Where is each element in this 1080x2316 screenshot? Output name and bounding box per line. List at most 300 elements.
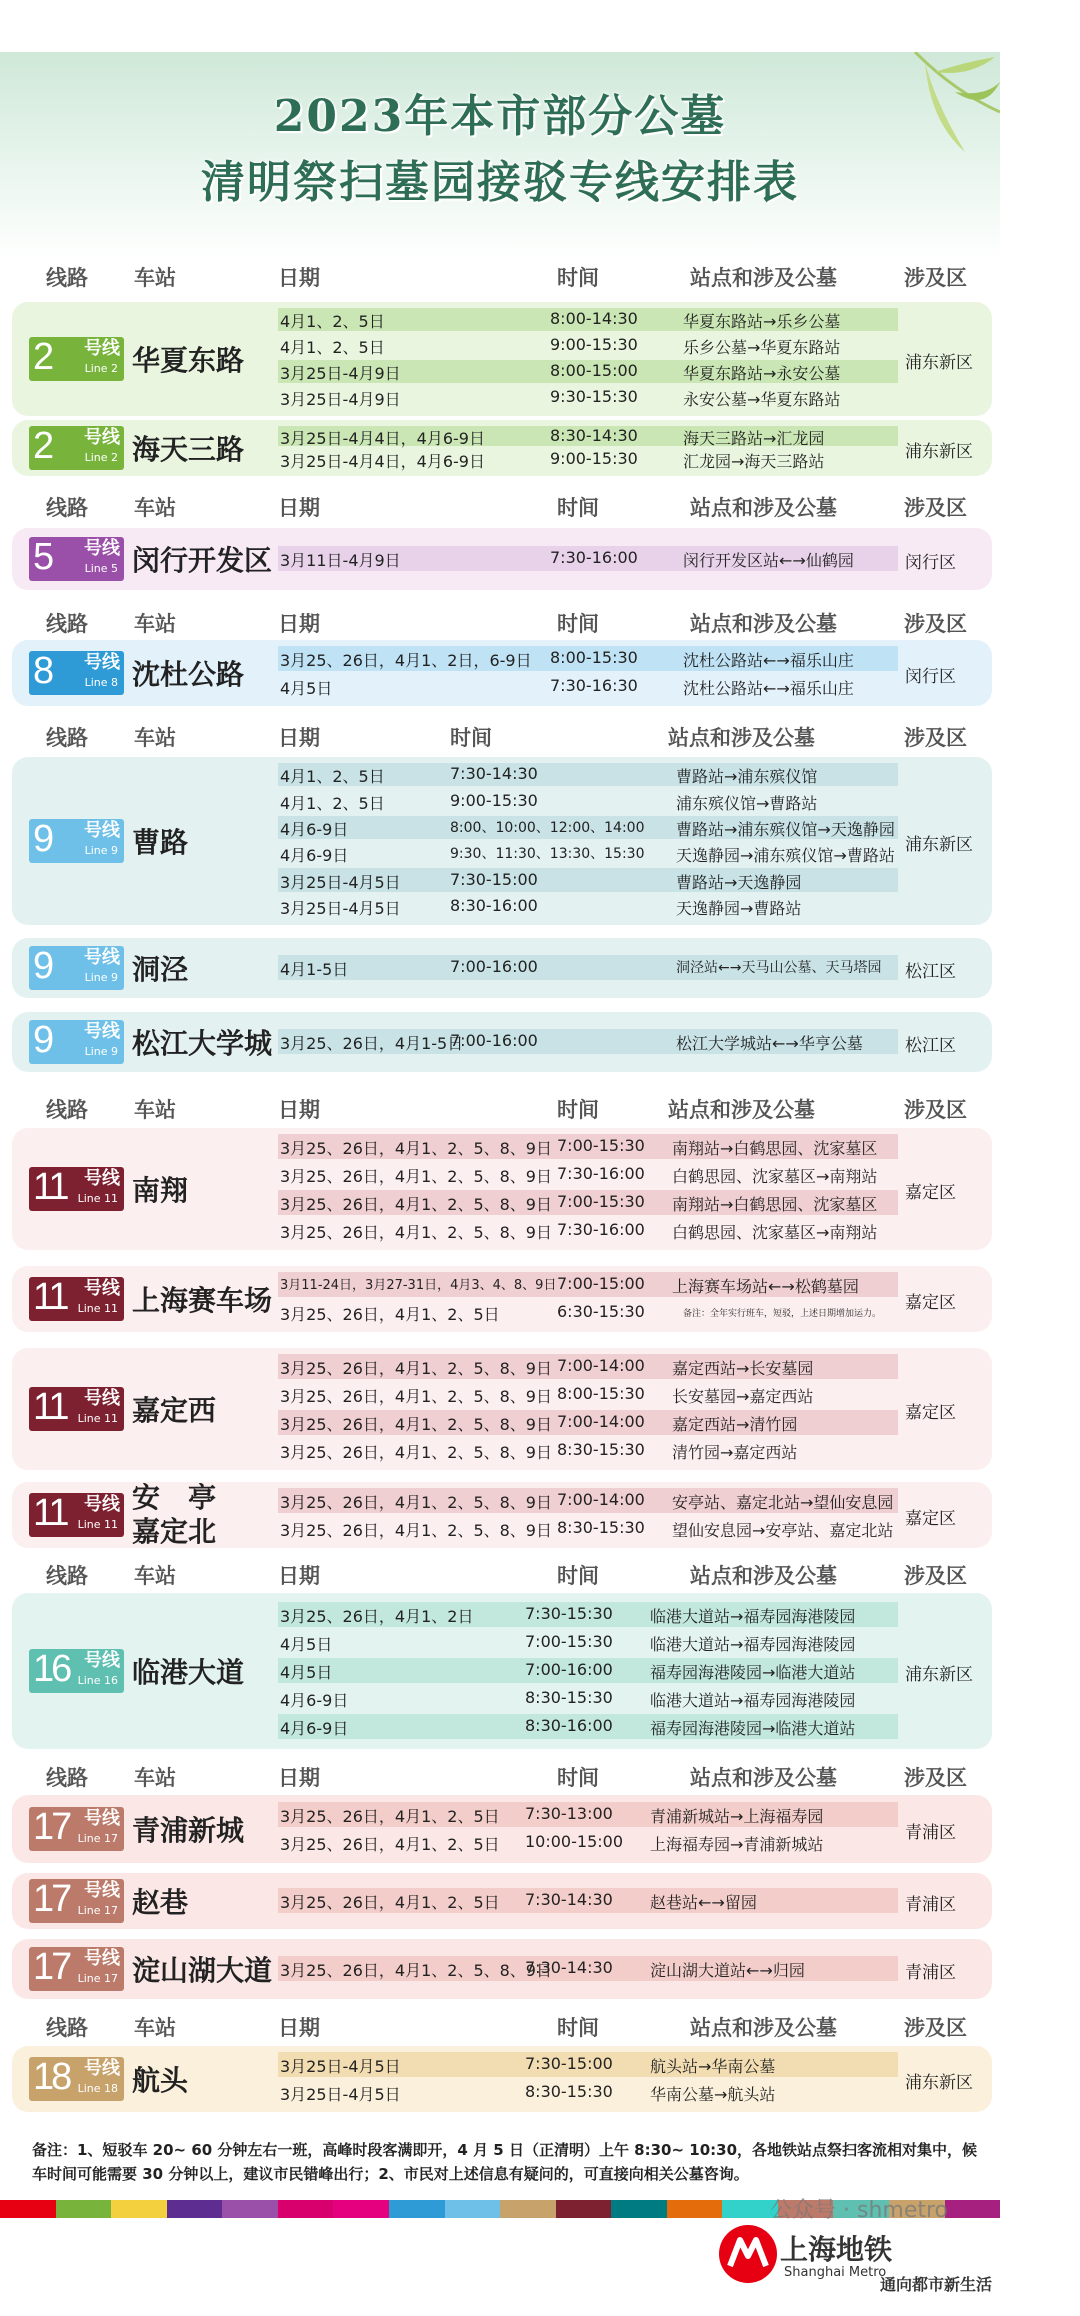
time-cell: 7:30-14:30 [525, 1890, 613, 1909]
time-cell: 8:00-15:30 [557, 1384, 645, 1403]
line-badge [29, 1879, 124, 1923]
stops-cell: 嘉定西站→清竹园 [672, 1415, 798, 1434]
line-number: 16 [33, 1648, 70, 1690]
date-cell: 3月25、26日，4月1、2、5、8、9日 [280, 1387, 552, 1406]
stripe-segment [556, 2200, 612, 2218]
stops-cell: 曹路站→浦东殡仪馆 [676, 767, 818, 787]
time-cell: 9:00-15:30 [550, 335, 638, 354]
line-label-en: Line 11 [77, 1192, 118, 1205]
column-header [0, 492, 1000, 522]
stops-cell: 白鹤思园、沈家墓区→南翔站 [672, 1167, 878, 1186]
stops-cell: 嘉定西站→长安墓园 [672, 1359, 814, 1378]
line-label-en: Line 2 [84, 362, 118, 375]
col-time: 时间 [557, 612, 599, 636]
date-cell: 4月1、2、5日 [280, 793, 385, 813]
schedule-row [0, 896, 1000, 918]
line-badge [29, 1387, 124, 1431]
time-cell: 8:30-16:00 [525, 1716, 613, 1735]
district-name: 青浦区 [905, 1823, 956, 1843]
line-badge [29, 1167, 124, 1211]
col-station: 车站 [134, 2016, 176, 2040]
line-label-en: Line 9 [84, 1045, 118, 1058]
stripe-segment [445, 2200, 501, 2218]
col-stops: 站点和涉及公墓 [690, 612, 837, 636]
time-cell: 8:00-15:00 [550, 361, 638, 380]
stops-cell: 淀山湖大道站←→归园 [650, 1961, 805, 1980]
date-cell: 3月25、26日，4月1、2、5、8、9日 [280, 1415, 552, 1434]
time-cell: 8:30-15:30 [557, 1518, 645, 1537]
station-name: 曹路 [132, 826, 189, 859]
stops-cell: 长安墓园→嘉定西站 [672, 1387, 814, 1406]
date-cell: 3月25、26日，4月1、2、5日 [280, 1835, 500, 1854]
col-station: 车站 [134, 266, 176, 290]
time-cell: 7:30-16:00 [550, 548, 638, 567]
time-cell: 7:00-16:00 [525, 1660, 613, 1679]
line-number: 9 [33, 1019, 52, 1061]
poster-title-line1: 2023年本市部分公墓 [273, 91, 727, 142]
date-cell: 4月6-9日 [280, 1691, 349, 1710]
station-name-1: 安 亭 [132, 1481, 217, 1514]
col-time: 时间 [557, 1766, 599, 1790]
schedule-row [0, 1716, 1000, 1738]
station-name: 华夏东路 [132, 344, 245, 377]
stops-cell: 上海赛车场站←→松鹤墓园 [672, 1277, 859, 1296]
line-badge [29, 1807, 124, 1851]
col-date: 日期 [278, 2016, 320, 2040]
line-label: 号线 [84, 1808, 120, 1829]
date-cell: 4月1、2、5日 [280, 312, 385, 331]
col-line: 线路 [46, 1098, 88, 1122]
station-name: 闵行开发区 [132, 544, 273, 577]
stops-cell: 华南公墓→航头站 [650, 2085, 776, 2104]
time-cell: 6:30-15:30 [557, 1302, 645, 1321]
date-cell: 3月25日-4月9日 [280, 364, 401, 383]
station-name: 上海赛车场 [132, 1284, 273, 1317]
schedule-row [0, 309, 1000, 331]
time-cell: 8:30-16:00 [450, 895, 538, 915]
line-badge [29, 426, 124, 470]
col-district: 涉及区 [904, 496, 967, 520]
line-label: 号线 [84, 1494, 120, 1515]
col-line: 线路 [46, 612, 88, 636]
line-badge [29, 2057, 124, 2101]
district-name: 嘉定区 [905, 1403, 956, 1423]
stops-cell: 海天三路站→汇龙园 [683, 428, 825, 448]
col-stops: 站点和涉及公墓 [690, 1766, 837, 1790]
date-cell: 3月25、26日，4月1、2、5、8、9日 [280, 1443, 552, 1462]
stripe-segment [500, 2200, 556, 2218]
station-name: 海天三路 [132, 433, 245, 466]
stripe-segment [278, 2200, 334, 2218]
date-cell: 3月25日-4月4日，4月6-9日 [280, 428, 485, 448]
col-station: 车站 [134, 1766, 176, 1790]
date-cell: 3月25、26日，4月1、2、5、8、9日 [280, 1961, 552, 1980]
col-stops: 站点和涉及公墓 [690, 1564, 837, 1588]
brand-name-en: Shanghai Metro [784, 2265, 887, 2280]
column-header [0, 722, 1000, 752]
line-number: 9 [33, 818, 52, 860]
time-cell: 7:00-14:00 [557, 1356, 645, 1375]
stops-cell: 永安公墓→华夏东路站 [683, 390, 841, 409]
line-label: 号线 [84, 652, 120, 673]
col-line: 线路 [46, 266, 88, 290]
line-label: 号线 [84, 1388, 120, 1409]
col-stops: 站点和涉及公墓 [690, 496, 837, 520]
line-label-en: Line 9 [84, 844, 118, 857]
time-cell: 8:30-14:30 [550, 425, 638, 445]
district-name: 浦东新区 [905, 442, 973, 462]
stops-cell: 曹路站→天逸静园 [676, 872, 802, 892]
col-time: 时间 [557, 1564, 599, 1588]
station-name: 松江大学城 [132, 1027, 273, 1060]
col-stops: 站点和涉及公墓 [690, 266, 837, 290]
stops-cell: 清竹园→嘉定西站 [672, 1443, 798, 1462]
column-header [0, 262, 1000, 292]
line-label: 号线 [84, 427, 120, 448]
line-number: 17 [33, 1878, 70, 1920]
schedule-row [0, 870, 1000, 892]
time-cell: 7:00-15:00 [557, 1274, 645, 1293]
date-cell: 3月25日-4月9日 [280, 390, 401, 409]
district-name: 松江区 [905, 1036, 956, 1056]
stops-cell: 临港大道站→福寿园海港陵园 [650, 1607, 856, 1626]
stripe-segment [167, 2200, 223, 2218]
time-cell: 7:30-14:30 [450, 764, 538, 784]
col-district: 涉及区 [904, 1766, 967, 1790]
time-cell: 7:00-16:00 [450, 1031, 538, 1050]
date-cell: 3月11-24日，3月27-31日，4月3、4、8、9日 [280, 1278, 557, 1293]
line-badge [29, 1649, 124, 1693]
line-label: 号线 [84, 1168, 120, 1189]
stops-cell: 华夏东路站→永安公墓 [683, 364, 841, 383]
schedule-row [0, 1220, 1000, 1242]
stops-cell: 天逸静园→浦东殡仪馆→曹路站 [676, 846, 895, 866]
date-cell: 3月25、26日，4月1、2、5、8、9日 [280, 1359, 552, 1378]
stripe-segment [667, 2200, 723, 2218]
line-badge [29, 337, 124, 381]
line-label-en: Line 11 [77, 1302, 118, 1315]
stripe-segment [56, 2200, 112, 2218]
stripe-segment [389, 2200, 445, 2218]
stops-cell: 上海福寿园→青浦新城站 [650, 1835, 824, 1854]
brand-name: 上海地铁 [780, 2233, 893, 2266]
date-cell: 4月1-5日 [280, 960, 349, 979]
time-cell: 8:00、10:00、12:00、14:00 [450, 819, 645, 836]
column-header [0, 1762, 1000, 1792]
line-number: 9 [33, 945, 52, 987]
district-name: 松江区 [905, 962, 956, 982]
line-number: 17 [33, 1806, 70, 1848]
line-number: 8 [33, 650, 52, 692]
station-name: 青浦新城 [132, 1814, 245, 1847]
time-cell: 7:30-16:00 [557, 1220, 645, 1239]
line-badge [29, 651, 124, 695]
stops-cell: 天逸静园→曹路站 [676, 898, 802, 918]
line-number: 11 [33, 1492, 67, 1534]
stops-cell: 沈杜公路站←→福乐山庄 [683, 651, 854, 670]
stops-cell: 青浦新城站→上海福寿园 [650, 1807, 824, 1826]
stripe-segment [111, 2200, 167, 2218]
line-number: 17 [33, 1946, 70, 1988]
col-date: 日期 [278, 1098, 320, 1122]
col-stops: 站点和涉及公墓 [690, 2016, 837, 2040]
col-district: 涉及区 [904, 1564, 967, 1588]
line-label-en: Line 17 [77, 1972, 118, 1985]
col-stops: 站点和涉及公墓 [668, 1098, 815, 1122]
date-cell: 4月5日 [280, 679, 333, 698]
stops-cell: 望仙安息园→安亭站、嘉定北站 [672, 1521, 894, 1540]
cemetery-remark: 备注：全年实行班车，短驳，上述日期增加运力。 [683, 1309, 882, 1319]
time-cell: 7:30-14:30 [525, 1958, 613, 1977]
column-header [0, 608, 1000, 638]
stops-cell: 松江大学城站←→华亨公墓 [676, 1034, 863, 1053]
line-label-en: Line 16 [77, 1674, 118, 1687]
stops-cell: 福寿园海港陵园→临港大道站 [650, 1663, 856, 1682]
date-cell: 3月25、26日，4月1、2、5、8、9日 [280, 1167, 552, 1186]
stops-cell: 汇龙园→海天三路站 [683, 451, 825, 471]
stops-cell: 航头站→华南公墓 [650, 2057, 776, 2076]
date-cell: 3月25、26日，4月1、2、5、8、9日 [280, 1195, 552, 1214]
stops-cell: 闵行开发区站←→仙鹤园 [683, 551, 854, 570]
col-district: 涉及区 [904, 266, 967, 290]
date-cell: 3月25、26日，4月1、2、5、8、9日 [280, 1139, 552, 1158]
line-label-en: Line 17 [77, 1832, 118, 1845]
time-cell: 9:00-15:30 [450, 790, 538, 810]
stripe-segment [611, 2200, 667, 2218]
district-name: 浦东新区 [905, 835, 973, 855]
stops-cell: 南翔站→白鹤思园、沈家墓区 [672, 1139, 878, 1158]
line-number: 5 [33, 536, 52, 578]
time-cell: 7:30-13:00 [525, 1804, 613, 1823]
stops-cell: 浦东殡仪馆→曹路站 [676, 793, 818, 813]
line-label-en: Line 5 [84, 562, 118, 575]
line-number: 11 [33, 1386, 67, 1428]
date-cell: 4月1、2、5日 [280, 338, 385, 357]
time-cell: 8:30-15:30 [557, 1440, 645, 1459]
line-badge [29, 1947, 124, 1991]
time-cell: 7:30-15:00 [525, 2054, 613, 2073]
date-cell: 3月25、26日，4月1、2、5日 [280, 1807, 500, 1826]
watermark: 公众号 · shmetro [770, 2198, 948, 2223]
stops-cell: 福寿园海港陵园→临港大道站 [650, 1719, 856, 1738]
col-line: 线路 [46, 726, 88, 750]
col-line: 线路 [46, 1766, 88, 1790]
district-name: 闵行区 [905, 553, 956, 573]
line-label-en: Line 18 [77, 2082, 118, 2095]
district-name: 浦东新区 [905, 1665, 973, 1685]
col-line: 线路 [46, 496, 88, 520]
station-name: 航头 [132, 2064, 189, 2097]
line-badge [29, 537, 124, 581]
col-time: 时间 [557, 496, 599, 520]
line-label: 号线 [84, 538, 120, 559]
stops-cell: 白鹤思园、沈家墓区→南翔站 [672, 1223, 878, 1242]
stops-cell: 安亭站、嘉定北站→望仙安息园 [672, 1493, 894, 1512]
time-cell: 7:00-16:00 [450, 957, 538, 976]
col-time: 时间 [557, 2016, 599, 2040]
stops-cell: 曹路站→浦东殡仪馆→天逸静园 [676, 819, 895, 839]
col-line: 线路 [46, 1564, 88, 1588]
time-cell: 8:00-15:30 [550, 648, 638, 667]
line-badge [29, 1493, 124, 1537]
line-label-en: Line 11 [77, 1412, 118, 1425]
stops-cell: 洞泾站←→天马山公墓、天马塔园 [676, 960, 882, 976]
brand-slogan: 通向都市新生活 [880, 2275, 993, 2294]
line-label: 号线 [84, 1948, 120, 1969]
date-cell: 3月25、26日，4月1-5日 [280, 1034, 464, 1053]
schedule-row [0, 764, 1000, 786]
time-cell: 7:00-15:30 [525, 1632, 613, 1651]
line-label: 号线 [84, 1278, 120, 1299]
col-district: 涉及区 [904, 2016, 967, 2040]
stripe-segment [945, 2200, 1001, 2218]
col-station: 车站 [134, 612, 176, 636]
station-name [132, 1481, 216, 1549]
col-station: 车站 [134, 726, 176, 750]
col-date: 日期 [278, 266, 320, 290]
line-label: 号线 [84, 2058, 120, 2079]
line-label: 号线 [84, 1880, 120, 1901]
time-cell: 8:30-15:30 [525, 1688, 613, 1707]
date-cell: 3月25日-4月5日 [280, 2085, 401, 2104]
line-label: 号线 [84, 338, 120, 359]
line-label-en: Line 17 [77, 1904, 118, 1917]
time-cell: 9:00-15:30 [550, 448, 638, 468]
line-label: 号线 [84, 1021, 120, 1042]
col-station: 车站 [134, 1564, 176, 1588]
schedule-row [0, 1688, 1000, 1710]
station-name: 沈杜公路 [132, 658, 245, 691]
district-name: 嘉定区 [905, 1293, 956, 1313]
district-name: 青浦区 [905, 1963, 956, 1983]
col-date: 日期 [278, 612, 320, 636]
column-header [0, 2012, 1000, 2042]
date-cell: 3月25日-4月5日 [280, 898, 401, 918]
date-cell: 4月1、2、5日 [280, 767, 385, 787]
district-name: 嘉定区 [905, 1183, 956, 1203]
station-name: 洞泾 [132, 953, 189, 986]
line-label-en: Line 8 [84, 676, 118, 689]
date-cell: 3月25、26日，4月1、2日 [280, 1607, 474, 1626]
col-time: 时间 [557, 266, 599, 290]
station-name: 南翔 [132, 1174, 189, 1207]
line-number: 2 [33, 336, 52, 378]
line-badge [29, 1020, 124, 1064]
col-date: 日期 [278, 726, 320, 750]
date-cell: 4月5日 [280, 1635, 333, 1654]
time-cell: 8:30-15:30 [525, 2082, 613, 2101]
date-cell: 3月25、26日，4月1、2、5日 [280, 1893, 500, 1912]
line-badge [29, 819, 124, 863]
time-cell: 7:00-14:00 [557, 1490, 645, 1509]
time-cell: 7:30-15:30 [525, 1604, 613, 1623]
schedule-row [0, 1604, 1000, 1626]
stripe-segment [0, 2200, 56, 2218]
line-label-en: Line 2 [84, 451, 118, 464]
col-date: 日期 [278, 1564, 320, 1588]
line-label-en: Line 11 [77, 1518, 118, 1531]
district-name: 浦东新区 [905, 353, 973, 373]
schedule-row [0, 387, 1000, 409]
footnote: 备注：1、短驳车 20~ 60 分钟左右一班，高峰时段客满即开，4 月 5 日（正清明）上午 8:30~ 10:30，各地铁站点祭扫客流相对集中，候车时间可能需要 30 分钟以上，建议市民错峰出行；2、市民对上述信息有疑问的，可直接向相关公墓咨询。 [32, 2141, 978, 2183]
stops-cell: 南翔站→白鹤思园、沈家墓区 [672, 1195, 878, 1214]
district-name: 青浦区 [905, 1895, 956, 1915]
date-cell: 4月6-9日 [280, 846, 349, 866]
date-cell: 4月5日 [280, 1663, 333, 1682]
date-cell: 3月25、26日，4月1、2、5日 [280, 1305, 500, 1324]
line-label-en: Line 9 [84, 971, 118, 984]
schedule-row [0, 791, 1000, 813]
station-name: 淀山湖大道 [132, 1954, 273, 1987]
date-cell: 3月25、26日，4月1、2、5、8、9日 [280, 1493, 552, 1512]
district-name: 闵行区 [905, 667, 956, 687]
stops-cell: 沈杜公路站←→福乐山庄 [683, 679, 854, 698]
date-cell: 3月25、26日，4月1、2、5、8、9日 [280, 1521, 552, 1540]
schedule-row [0, 1356, 1000, 1378]
time-cell: 7:30-16:30 [550, 676, 638, 695]
time-cell: 7:00-15:30 [557, 1192, 645, 1211]
poster-title-line2: 清明祭扫墓园接驳专线安排表 [201, 157, 799, 208]
line-number: 11 [33, 1276, 67, 1318]
date-cell: 3月25、26日，4月1、2、5、8、9日 [280, 1223, 552, 1242]
col-station: 车站 [134, 496, 176, 520]
time-cell: 7:00-14:00 [557, 1412, 645, 1431]
col-station: 车站 [134, 1098, 176, 1122]
col-district: 涉及区 [904, 612, 967, 636]
col-stops: 站点和涉及公墓 [668, 726, 815, 750]
line-number: 11 [33, 1166, 67, 1208]
time-cell: 9:30-15:30 [550, 387, 638, 406]
line-badge [29, 946, 124, 990]
col-district: 涉及区 [904, 726, 967, 750]
line-number: 18 [33, 2056, 70, 2098]
schedule-row [0, 1440, 1000, 1462]
stripe-segment [222, 2200, 278, 2218]
time-cell: 7:30-15:00 [450, 869, 538, 889]
stops-cell: 乐乡公墓→华夏东路站 [683, 338, 841, 357]
col-time: 时间 [450, 726, 492, 750]
shanghai-metro-logo-icon [716, 2222, 780, 2286]
line-number: 2 [33, 425, 52, 467]
time-cell: 10:00-15:00 [525, 1832, 623, 1851]
date-cell: 3月25日-4月5日 [280, 2057, 401, 2076]
schedule-row [0, 1136, 1000, 1158]
station-name: 嘉定西 [132, 1394, 217, 1427]
col-date: 日期 [278, 496, 320, 520]
line-label: 号线 [84, 820, 120, 841]
time-cell: 7:30-16:00 [557, 1164, 645, 1183]
col-district: 涉及区 [904, 1098, 967, 1122]
line-badge [29, 1277, 124, 1321]
date-cell: 3月25日-4月4日，4月6-9日 [280, 451, 485, 471]
line-label: 号线 [84, 1650, 120, 1671]
date-cell: 3月25、26日，4月1、2日，6-9日 [280, 651, 532, 670]
date-cell: 3月11日-4月9日 [280, 551, 401, 570]
time-cell: 7:00-15:30 [557, 1136, 645, 1155]
date-cell: 4月6-9日 [280, 1719, 349, 1738]
col-date: 日期 [278, 1766, 320, 1790]
col-time: 时间 [557, 1098, 599, 1122]
stops-cell: 赵巷站←→留园 [650, 1893, 757, 1912]
date-cell: 3月25日-4月5日 [280, 872, 401, 892]
column-header [0, 1094, 1000, 1124]
station-name-2: 嘉定北 [132, 1515, 217, 1548]
stops-cell: 临港大道站→福寿园海港陵园 [650, 1691, 856, 1710]
stripe-segment [333, 2200, 389, 2218]
station-name: 临港大道 [132, 1656, 245, 1689]
stops-cell: 临港大道站→福寿园海港陵园 [650, 1635, 856, 1654]
district-name: 浦东新区 [905, 2073, 973, 2093]
